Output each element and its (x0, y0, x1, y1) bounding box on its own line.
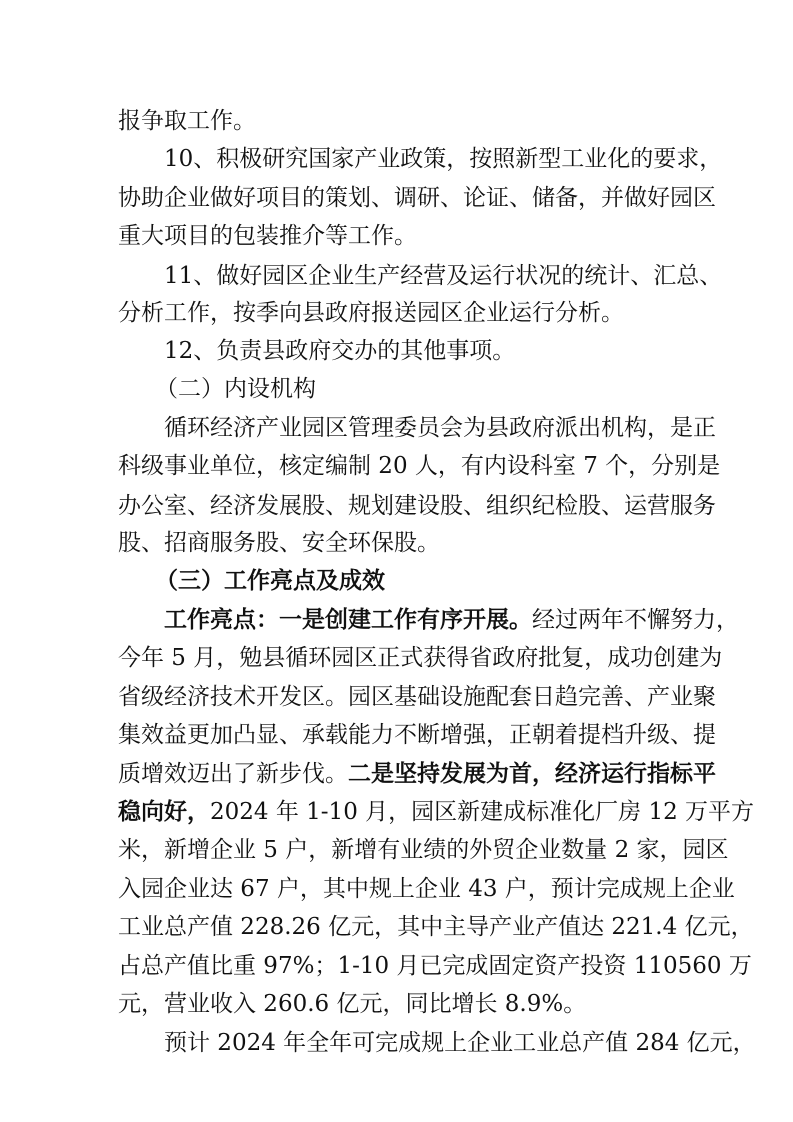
paragraph-line: 工业总产值 228.26 亿元，其中主导产业产值达 221.4 亿元， (118, 914, 754, 940)
paragraph-line: 办公室、经济发展股、规划建设股、组织纪检股、运营服务 (118, 493, 716, 519)
paragraph-line: 11、做好园区企业生产经营及运行状况的统计、汇总、 (164, 263, 723, 289)
paragraph-line: 循环经济产业园区管理委员会为县政府派出机构，是正 (164, 415, 716, 441)
paragraph-line (118, 793, 754, 831)
highlight-point-two-continued: 稳向好， (118, 798, 210, 825)
paragraph-line: 预计 2024 年全年可完成规上企业工业总产值 284 亿元， (164, 1030, 756, 1056)
paragraph-line: 入园企业达 67 户，其中规上企业 43 户，预计完成规上企业 (118, 876, 735, 902)
paragraph-line: 占总产值比重 97%；1-10 月已完成固定资产投资 110560 万 (118, 953, 752, 979)
highlight-point-two: 二是坚持发展为首，经济运行指标平 (348, 760, 716, 787)
paragraph-text: 2024 年 1-10 月，园区新建成标准化厂房 12 万平方 (210, 799, 755, 825)
paragraph-line: 元，营业收入 260.6 亿元，同比增长 8.9%。 (118, 991, 587, 1017)
paragraph-line: 集效益更加凸显、承载能力不断增强，正朝着提档升级、提 (118, 722, 716, 748)
section-heading: （二）内设机构 (155, 376, 316, 402)
paragraph-text: 经过两年不懈努力， (532, 607, 739, 633)
highlights-label: 工作亮点： (164, 606, 279, 633)
paragraph-line: 12、负责县政府交办的其他事项。 (164, 338, 516, 364)
paragraph-line: 协助企业做好项目的策划、调研、论证、储备，并做好园区 (118, 185, 716, 211)
paragraph-line: 10、积极研究国家产业政策，按照新型工业化的要求， (164, 146, 723, 172)
paragraph-line: 省级经济技术开发区。园区基础设施配套日趋完善、产业聚 (118, 684, 716, 710)
section-heading: （三）工作亮点及成效 (155, 567, 385, 594)
paragraph-line: 股、招商服务股、安全环保股。 (118, 530, 440, 556)
paragraph-line: 分析工作，按季向县政府报送园区企业运行分析。 (118, 300, 624, 326)
paragraph-text: 质增效迈出了新步伐。 (118, 761, 348, 787)
paragraph-line (164, 601, 739, 639)
paragraph-line: 米，新增企业 5 户，新增有业绩的外贸企业数量 2 家，园区 (118, 837, 729, 863)
paragraph-line: 今年 5 月，勉县循环园区正式获得省政府批复，成功创建为 (118, 645, 723, 671)
paragraph-line (118, 755, 716, 793)
paragraph-line: 重大项目的包装推介等工作。 (118, 223, 417, 249)
highlight-point-one: 一是创建工作有序开展。 (279, 606, 532, 633)
paragraph-line: 报争取工作。 (118, 108, 256, 134)
paragraph-line: 科级事业单位，核定编制 20 人，有内设科室 7 个，分别是 (118, 453, 721, 479)
